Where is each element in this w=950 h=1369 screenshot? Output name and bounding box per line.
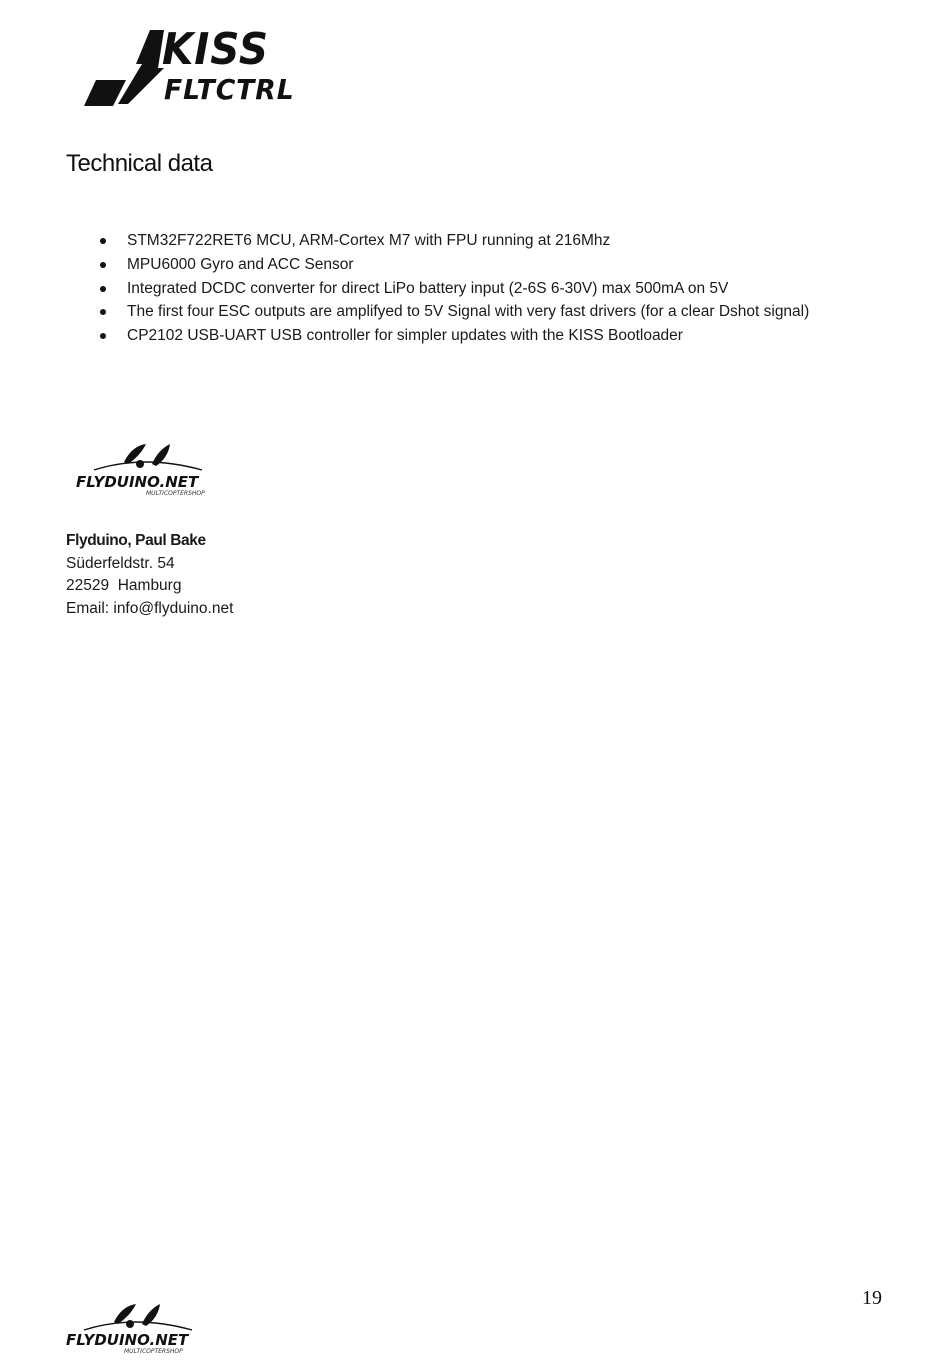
propeller-icon — [84, 1304, 192, 1330]
email-address: Email: info@flyduino.net — [66, 600, 234, 618]
kiss-logo-word: KISS — [162, 24, 269, 75]
flyduino-tagline: MULTICOPTERSHOP — [146, 490, 205, 496]
flyduino-wordmark: FLYDUINO.NET — [76, 473, 199, 491]
street-address: Süderfeldstr. 54 — [66, 554, 175, 572]
kiss-fltctrl-logo — [82, 24, 302, 110]
page-title: Technical data — [66, 150, 213, 177]
bullet-icon — [100, 286, 106, 292]
bullet-icon — [100, 309, 106, 315]
list-item: CP2102 USB-UART USB controller for simpler updates with the KISS Bootloader — [100, 324, 809, 348]
list-item: MPU6000 Gyro and ACC Sensor — [100, 253, 809, 277]
bullet-icon — [100, 238, 106, 244]
page-number: 19 — [862, 1287, 882, 1309]
address-block — [66, 530, 233, 621]
postal-city: 22529 Hamburg — [66, 577, 182, 595]
list-item: The first four ESC outputs are amplifyed to 5V Signal with very fast drivers (for a clear Dshot signal) — [100, 300, 809, 324]
flyduino-footer-logo — [64, 1300, 209, 1356]
flyduino-wordmark: FLYDUINO.NET — [66, 1331, 189, 1349]
fltctrl-logo-word: FLTCTRL — [164, 73, 295, 106]
list-item: STM32F722RET6 MCU, ARM-Cortex M7 with FPU running at 216Mhz — [100, 229, 809, 253]
company-name: Flyduino, Paul Bake — [66, 532, 206, 549]
flyduino-tagline: MULTICOPTERSHOP — [124, 1348, 183, 1355]
list-item: Integrated DCDC converter for direct LiPo battery input (2-6S 6-30V) max 500mA on 5V — [100, 277, 809, 301]
technical-data-list — [100, 229, 809, 348]
propeller-icon — [94, 444, 202, 470]
kiss-bolt-icon — [82, 28, 166, 108]
flyduino-logo — [74, 440, 219, 496]
bullet-icon — [100, 333, 106, 339]
bullet-icon — [100, 262, 106, 268]
